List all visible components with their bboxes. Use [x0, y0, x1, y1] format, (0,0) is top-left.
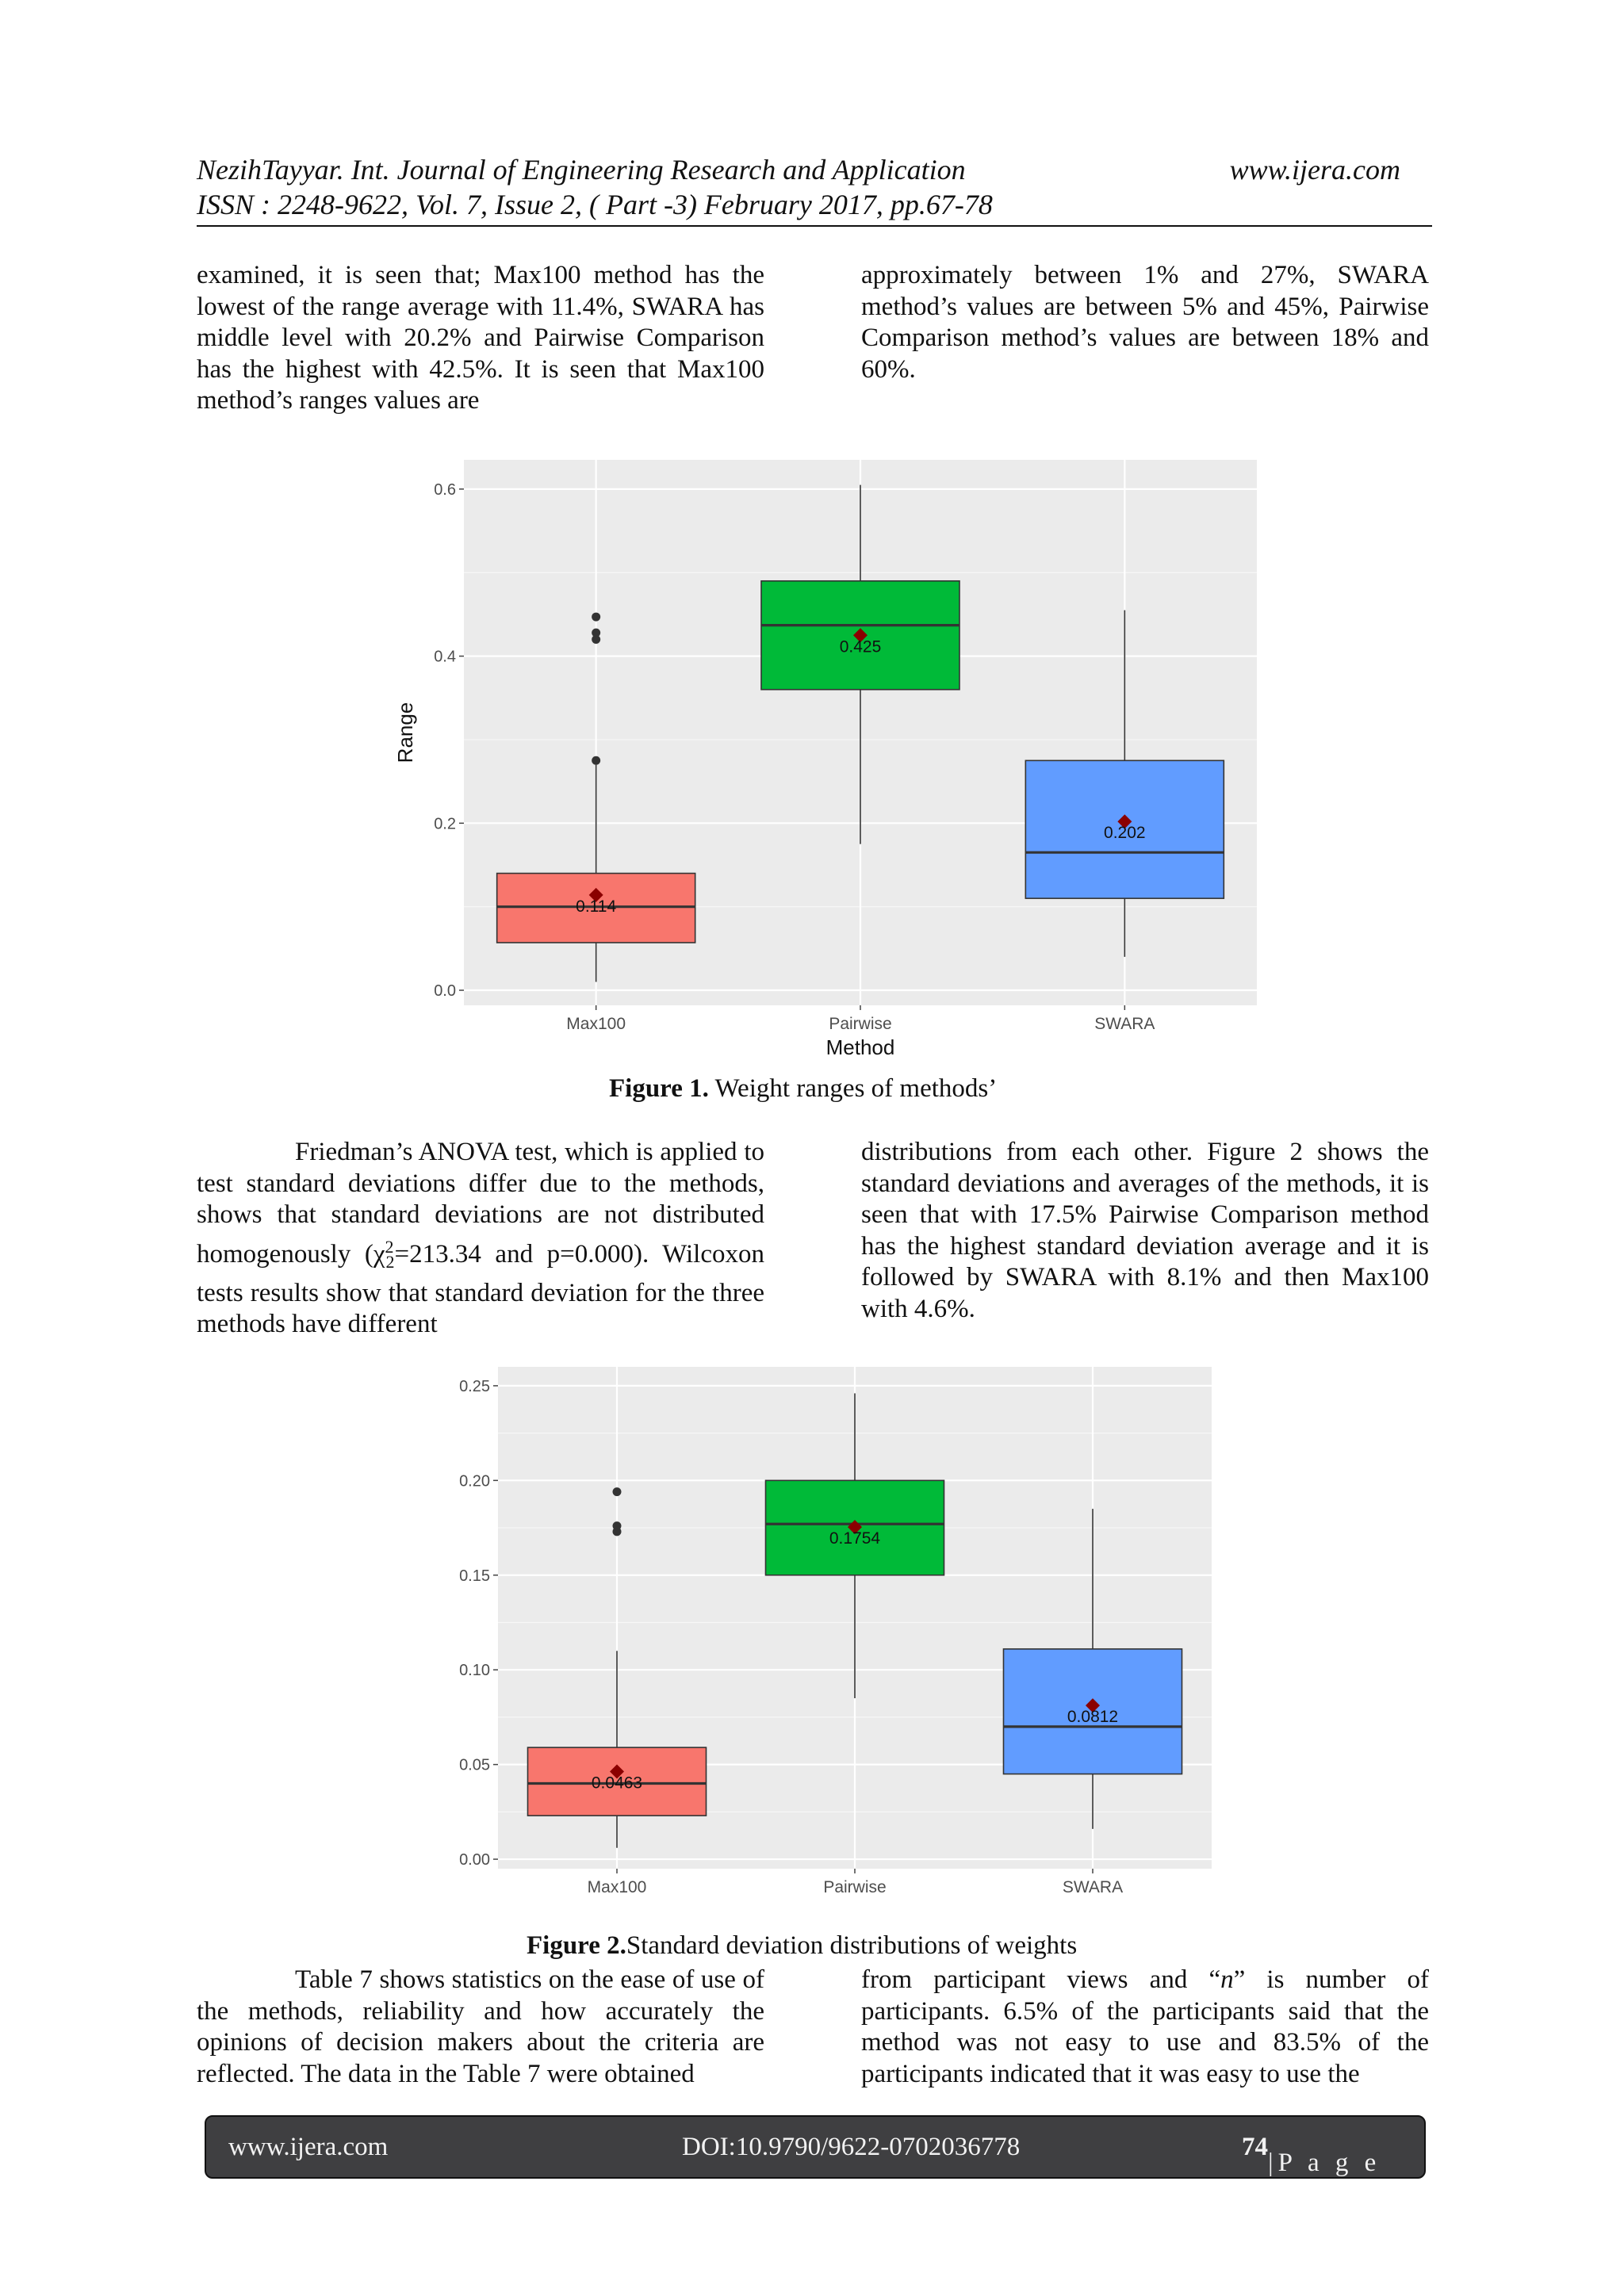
- figure-1-caption: [609, 1074, 997, 1104]
- y-axis-title: Range: [393, 702, 417, 763]
- y-tick-label: 0.2: [434, 815, 456, 833]
- outlier-point: [613, 1487, 622, 1496]
- text-run: =213.34 and p=0.000). Wilcoxon tests results show that standard deviation for the three methods have different: [197, 1239, 764, 1339]
- running-header: [197, 152, 1434, 222]
- outlier-point: [592, 629, 600, 637]
- paragraph-left-3: [197, 1965, 764, 2090]
- x-tick-label: Pairwise: [823, 1878, 887, 1896]
- x-tick-label: Pairwise: [829, 1015, 892, 1033]
- y-tick-label: 0.05: [459, 1756, 490, 1774]
- figure-1-chart: [389, 444, 1261, 1062]
- caption-text: Weight ranges of methods’: [708, 1074, 998, 1103]
- text-run: Friedman’s ANOVA test, which is applied to test standard deviations differ due to the methods, shows that standard deviations are not distributed homogenously (χ: [197, 1138, 764, 1269]
- paragraph-right-2: [861, 1137, 1429, 1325]
- caption-text: Standard deviation distributions of weights: [626, 1931, 1078, 1960]
- y-tick-label: 0.25: [459, 1377, 490, 1395]
- y-tick-label: 0.0: [434, 982, 456, 1001]
- paragraph-text: [861, 1965, 1429, 2090]
- mean-label: 0.425: [839, 637, 882, 656]
- paragraph-right-1: [861, 260, 1429, 385]
- y-tick-label: 0.6: [434, 480, 456, 499]
- figure-2-svg: [428, 1348, 1229, 1903]
- paragraph-right-3: [861, 1965, 1429, 2090]
- mean-label: 0.0463: [591, 1774, 643, 1793]
- chi-superscript: 2: [385, 1236, 394, 1257]
- y-tick-label: 0.15: [459, 1567, 490, 1585]
- page-label: |P a g e: [1268, 2149, 1381, 2177]
- page-footer: [205, 2115, 1426, 2179]
- paragraph-left-2: [197, 1137, 764, 1341]
- figure-2-caption: [527, 1931, 1077, 1961]
- journal-line: NezihTayyar. Int. Journal of Engineering Research and Application: [197, 154, 966, 186]
- outlier-point: [613, 1521, 622, 1530]
- caption-label: Figure 2.: [527, 1931, 626, 1960]
- y-tick-label: 0.10: [459, 1662, 490, 1680]
- x-axis-title: Method: [825, 1035, 895, 1059]
- header-rule: [197, 225, 1432, 227]
- paragraph-text: examined, it is seen that; Max100 method has the lowest of the range average with 11.4%, SWARA has middle level with 20.2% and Pairwise Comparison has the highest with 42.5%. It is seen that Max100 method’s ranges values are: [197, 261, 764, 415]
- chi-subscript: 2: [385, 1252, 395, 1272]
- paragraph-text: distributions from each other. Figure 2 shows the standard deviations and averages of the methods, it is seen that with 17.5% Pairwise Comparison method has the highest standard deviation average and it is followed by SWARA with 8.1% and then Max100 with 4.6%.: [861, 1138, 1429, 1323]
- italic-n: n: [1220, 1965, 1234, 1994]
- x-tick-label: SWARA: [1094, 1015, 1155, 1033]
- footer-page: [1242, 2133, 1381, 2177]
- figure-1-svg: [389, 444, 1261, 1062]
- y-tick-label: 0.20: [459, 1472, 490, 1490]
- paragraph-text: Table 7 shows statistics on the ease of use of the methods, reliability and how accurately the opinions of decision makers about the criteria are reflected. The data in the Table 7 were obtained: [197, 1965, 764, 2088]
- outlier-point: [592, 613, 600, 622]
- paragraph-text: [197, 1137, 764, 1341]
- x-tick-label: SWARA: [1062, 1878, 1124, 1896]
- mean-label: 0.202: [1104, 824, 1146, 843]
- mean-label: 0.114: [576, 897, 617, 916]
- outlier-point: [592, 756, 600, 765]
- text-run: from participant views and “: [861, 1965, 1221, 1994]
- y-tick-label: 0.00: [459, 1851, 490, 1869]
- figure-2-chart: [428, 1348, 1229, 1903]
- x-tick-label: Max100: [566, 1015, 626, 1033]
- y-tick-label: 0.4: [434, 648, 456, 666]
- paragraph-text: approximately between 1% and 27%, SWARA method’s values are between 5% and 45%, Pairwise Comparison method’s values are between 18% and 60%.: [861, 261, 1429, 384]
- page-number: 74: [1242, 2133, 1268, 2161]
- text-run: ” is number of participants. 6.5% of the participants said that the method was not easy to use and 83.5% of the participants indicated that it was easy to use the: [861, 1965, 1429, 2088]
- issn-line: ISSN : 2248-9622, Vol. 7, Issue 2, ( Part -3) February 2017, pp.67-78: [197, 189, 993, 220]
- footer-url[interactable]: www.ijera.com: [228, 2133, 389, 2161]
- caption-label: Figure 1.: [609, 1074, 709, 1103]
- x-tick-label: Max100: [587, 1878, 647, 1896]
- footer-doi[interactable]: DOI:10.9790/9622-0702036778: [682, 2133, 1021, 2161]
- paragraph-left-1: [197, 260, 764, 417]
- journal-url[interactable]: www.ijera.com: [1229, 154, 1400, 186]
- mean-label: 0.1754: [829, 1529, 881, 1548]
- mean-label: 0.0812: [1067, 1708, 1119, 1727]
